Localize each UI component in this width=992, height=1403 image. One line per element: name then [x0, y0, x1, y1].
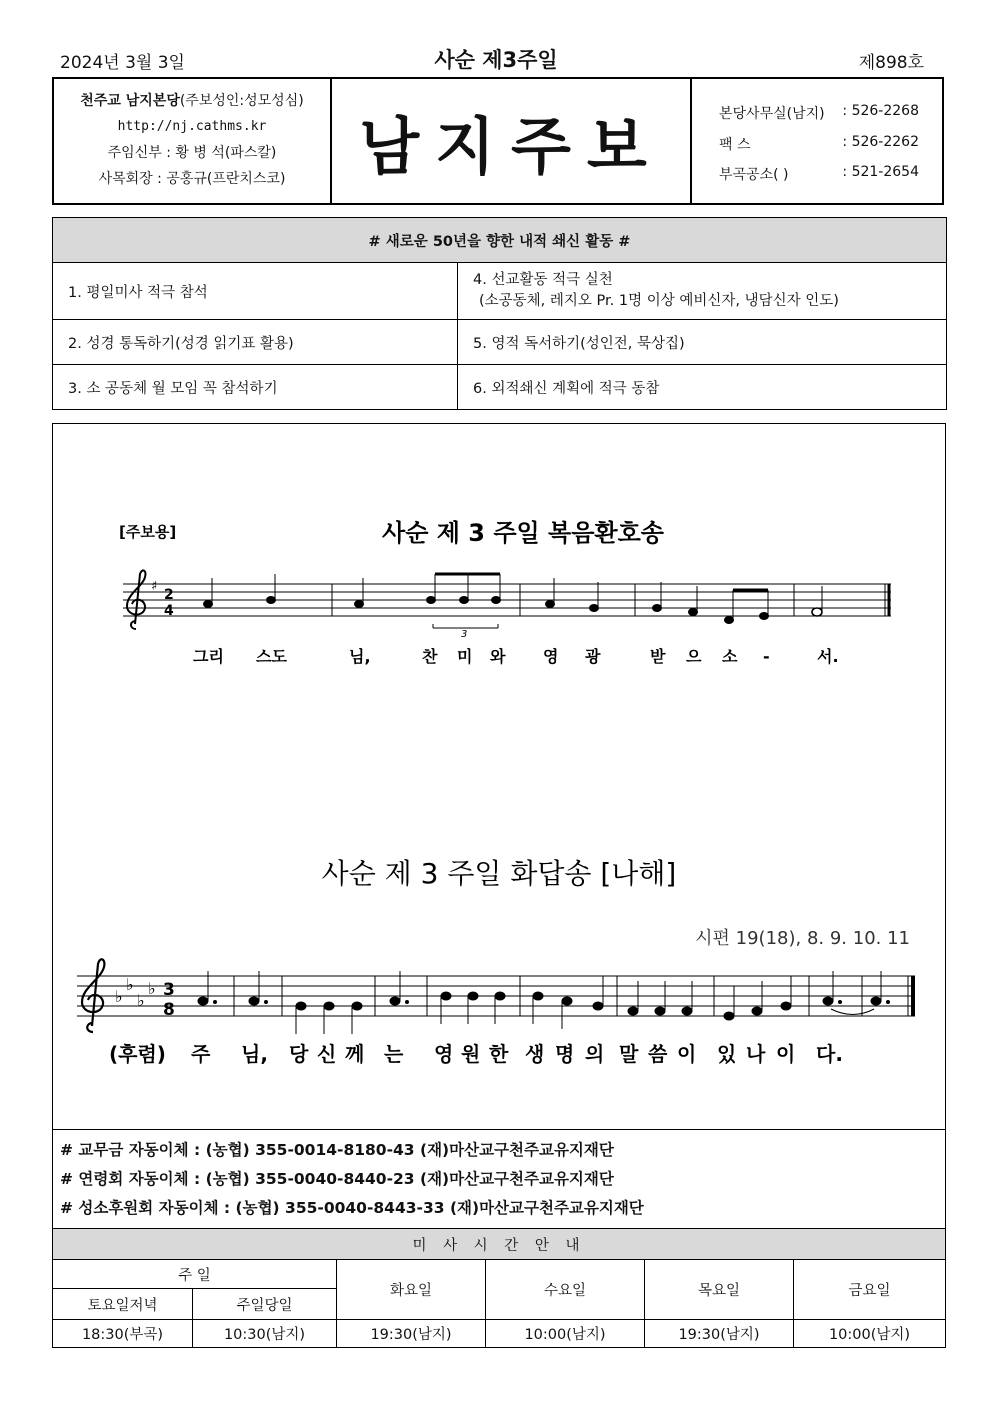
psalm-notes	[198, 971, 890, 1034]
music-svg	[53, 424, 945, 1128]
day-wed: 수요일	[486, 1260, 645, 1320]
time-sig-top: 2	[164, 587, 174, 603]
sharp-icon: ♯	[151, 579, 158, 594]
svg-text:명: 명	[555, 1042, 575, 1066]
goal-4: 4. 선교활동 적극 실천 (소공동체, 레지오 Pr. 1명 이상 예비신자, 냉담신자 인도)	[458, 263, 947, 320]
flat-icons	[115, 975, 156, 1010]
sunday-header: 주 일	[53, 1260, 337, 1289]
renewal-goals-table	[52, 217, 947, 410]
psalm-reference: 시편 19(18), 8. 9. 10. 11	[695, 928, 910, 949]
bulletin-date: 2024년 3월 3일	[60, 53, 185, 73]
svg-text:-: -	[763, 647, 770, 666]
time-sig-top-2: 3	[163, 980, 175, 1000]
goal-2: 2. 성경 통독하기(성경 읽기표 활용)	[53, 320, 458, 365]
council-president: 사목회장 : 공홍규(프란치스코)	[98, 171, 286, 187]
issue-number: 제898호	[858, 53, 924, 73]
svg-text:있: 있	[717, 1042, 737, 1066]
goals-title: # 새로운 50년을 향한 내적 쇄신 활동 #	[53, 218, 947, 263]
svg-text:신: 신	[317, 1042, 337, 1066]
goal-5: 5. 영적 독서하기(성인전, 묵상집)	[458, 320, 947, 365]
svg-text:의: 의	[585, 1042, 605, 1066]
goal-3: 3. 소 공동체 월 모임 꼭 참석하기	[53, 365, 458, 410]
svg-text:미: 미	[457, 647, 473, 666]
time-thu: 19:30(남지)	[645, 1320, 794, 1348]
time-tue: 19:30(남지)	[337, 1320, 486, 1348]
goal-1: 1. 평일미사 적극 참석	[53, 263, 458, 320]
acclamation-lyrics	[193, 647, 839, 666]
acclamation-staff	[123, 584, 891, 616]
bulletin-name: 남지주보	[359, 109, 663, 183]
svg-text:다.: 다.	[816, 1042, 843, 1066]
bank-line-vocation: # 성소후원회 자동이체 : (농협) 355-0040-8443-33 (재)마산교구천주교유지재단	[60, 1199, 644, 1217]
svg-text:그리: 그리	[193, 647, 224, 666]
liturgical-title: 사순 제3주일	[434, 48, 558, 72]
svg-text:♭: ♭	[148, 979, 156, 998]
svg-text:스도: 스도	[256, 647, 287, 666]
time-wed: 10:00(남지)	[486, 1320, 645, 1348]
svg-text:영: 영	[543, 647, 559, 666]
day-sunday-main: 주일당일	[193, 1289, 337, 1320]
svg-text:씀: 씀	[648, 1042, 668, 1066]
svg-text:소: 소	[722, 647, 738, 666]
bank-line-funeral: # 연령회 자동이체 : (농협) 355-0040-8440-23 (재)마산교구천주교유지재단	[60, 1170, 614, 1188]
goal-6: 6. 외적쇄신 계획에 적극 동참	[458, 365, 947, 410]
music-box	[52, 423, 946, 1129]
acclamation-title: 사순 제 3 주일 복음환호송	[382, 519, 664, 547]
day-thu: 목요일	[645, 1260, 794, 1320]
masthead	[52, 77, 944, 205]
time-sat: 18:30(부곡)	[53, 1320, 193, 1348]
bank-line-tithe: # 교무금 자동이체 : (농협) 355-0014-8180-43 (재)마산교구천주교유지재단	[60, 1141, 614, 1159]
mass-schedule-table	[52, 1228, 946, 1348]
svg-text:께: 께	[345, 1042, 365, 1066]
day-tue: 화요일	[337, 1260, 486, 1320]
contact-info: 본당사무실(남지) : 526-2268 팩 스 : 526-2262 부곡공소( ) : 521-2654	[719, 103, 919, 183]
svg-text:주: 주	[191, 1042, 211, 1066]
bulletin-name-box	[332, 79, 692, 203]
svg-text:말: 말	[619, 1042, 639, 1066]
parish-patron: (주보성인:성모성심)	[179, 93, 304, 109]
svg-text:님,: 님,	[349, 647, 371, 666]
svg-text:생: 생	[525, 1042, 545, 1066]
svg-text:님,: 님,	[241, 1042, 268, 1066]
svg-text:찬: 찬	[422, 647, 438, 666]
day-sat-evening: 토요일저녁	[53, 1289, 193, 1320]
parish-url[interactable]: http://nj.cathms.kr	[117, 119, 267, 134]
svg-text:♭: ♭	[126, 975, 134, 994]
pastor-name: 주임신부 : 황 병 석(파스칼)	[107, 145, 277, 161]
svg-text:♭: ♭	[115, 987, 123, 1006]
svg-text:원: 원	[461, 1042, 481, 1066]
parish-name: 천주교 남지본당	[80, 93, 180, 109]
svg-text:한: 한	[489, 1042, 509, 1066]
svg-text:♭: ♭	[137, 991, 145, 1010]
svg-text:는: 는	[384, 1042, 404, 1066]
svg-text:나: 나	[746, 1042, 766, 1066]
svg-text:이: 이	[776, 1042, 796, 1066]
acclamation-tag: [주보용]	[119, 523, 177, 541]
time-sun: 10:30(남지)	[193, 1320, 337, 1348]
triplet-label: 3	[461, 629, 468, 640]
svg-text:으: 으	[686, 647, 702, 666]
svg-text:와: 와	[490, 647, 506, 666]
tie-slur	[831, 1009, 874, 1015]
svg-text:당: 당	[289, 1042, 309, 1066]
time-sig-bottom: 4	[164, 603, 174, 619]
refrain-label: (후렴)	[109, 1042, 166, 1066]
svg-text:광: 광	[585, 647, 601, 666]
svg-text:서.: 서.	[817, 647, 839, 666]
time-fri: 10:00(남지)	[794, 1320, 946, 1348]
day-fri: 금요일	[794, 1260, 946, 1320]
time-sig-bottom-2: 8	[163, 1000, 175, 1020]
svg-text:이: 이	[677, 1042, 697, 1066]
psalm-title: 사순 제 3 주일 화답송 [나해]	[321, 857, 677, 890]
mass-caption: 미 사 시 간 안 내	[53, 1229, 946, 1260]
psalm-lyrics	[191, 1042, 843, 1066]
svg-text:영: 영	[434, 1042, 454, 1066]
svg-text:받: 받	[650, 647, 666, 666]
parish-info	[54, 79, 332, 203]
